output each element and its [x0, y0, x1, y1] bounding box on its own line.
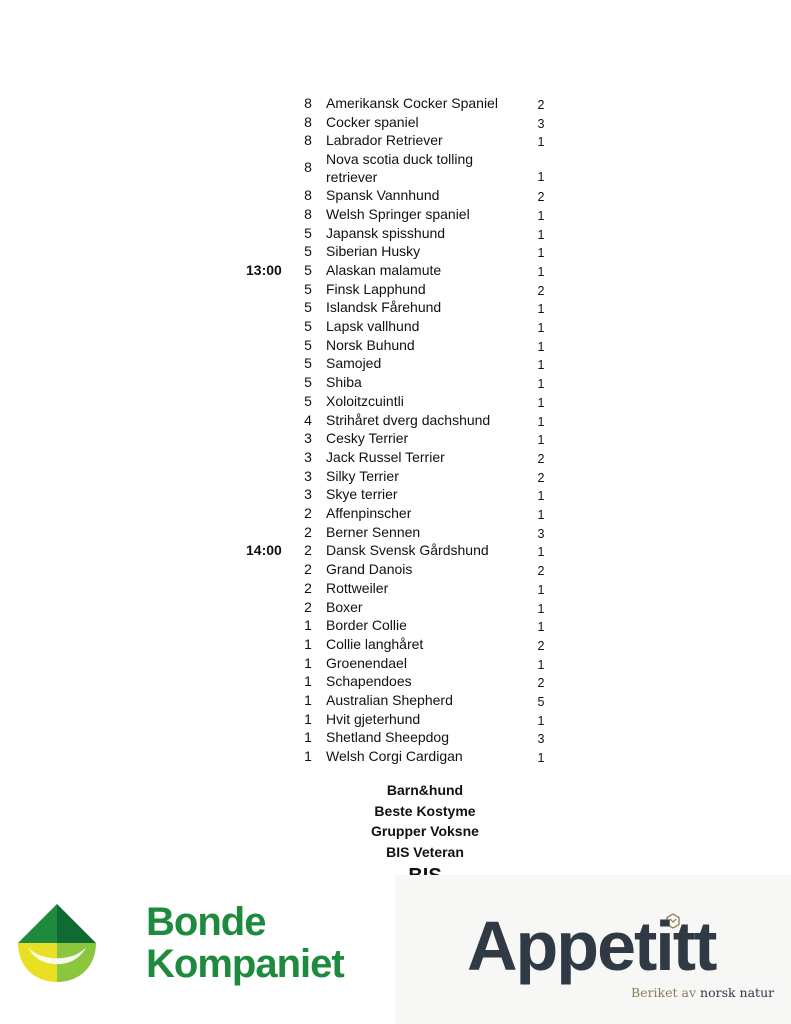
breed-name: Shetland Sheepdog — [326, 729, 449, 746]
breed-name: Hvit gjeterhund — [326, 710, 421, 727]
breed-name: Skye terrier — [326, 486, 398, 503]
entry-count: 1 — [537, 135, 545, 150]
entry-count: 1 — [537, 414, 545, 429]
group-number: 3 — [304, 467, 312, 484]
entry-count: 1 — [537, 246, 545, 261]
breed-name: Silky Terrier — [326, 467, 399, 484]
entry-count: 3 — [537, 526, 545, 541]
group-number: 8 — [304, 187, 312, 204]
schedule-row — [0, 94, 791, 113]
schedule-row — [0, 261, 791, 280]
schedule-row — [0, 205, 791, 224]
bonde-leaf-icon — [16, 902, 98, 984]
schedule-row — [0, 392, 791, 411]
schedule-row — [0, 411, 791, 430]
entry-count: 1 — [537, 170, 545, 185]
entry-count: 2 — [537, 98, 545, 112]
breed-name: Siberian Husky — [326, 243, 421, 260]
tagline-part-2: norsk natur — [700, 985, 775, 1000]
time-slot: 14:00 — [246, 542, 282, 559]
entry-count: 1 — [537, 208, 545, 223]
entry-count: 1 — [537, 489, 545, 504]
breed-name: Nova scotia duck tolling retriever — [326, 151, 474, 186]
award-item: Barn&hund — [386, 782, 464, 798]
schedule-row — [0, 541, 791, 560]
breed-name: Cocker spaniel — [326, 113, 419, 130]
entry-count: 2 — [537, 564, 545, 579]
schedule-row — [0, 635, 791, 654]
breed-name: Boxer — [326, 598, 363, 615]
award-item: BIS Veteran — [386, 843, 464, 860]
bonde-kompaniet-logo — [16, 900, 386, 990]
breed-name: Grand Danois — [326, 561, 413, 578]
entry-count: 1 — [537, 620, 545, 635]
group-number: 8 — [304, 113, 312, 130]
entry-count: 5 — [537, 695, 545, 709]
group-number: 1 — [304, 748, 312, 765]
group-number: 8 — [304, 159, 312, 176]
group-number: 4 — [304, 411, 312, 428]
group-number: 2 — [304, 579, 312, 596]
entry-count: 1 — [537, 713, 545, 728]
group-number: 2 — [304, 542, 312, 559]
schedule-row — [0, 224, 791, 243]
group-number: 3 — [304, 486, 312, 503]
breed-name: Collie langhåret — [326, 635, 424, 652]
schedule-row — [0, 523, 791, 542]
breed-name: Xoloitzcuintli — [326, 392, 404, 409]
entry-count: 1 — [537, 339, 545, 354]
breed-name: Schapendoes — [326, 673, 412, 690]
schedule-row — [0, 691, 791, 710]
breed-name: Cesky Terrier — [326, 430, 409, 447]
schedule-row — [0, 485, 791, 504]
group-number: 1 — [304, 635, 312, 652]
time-slot: 13:00 — [246, 261, 282, 278]
entry-count: 2 — [537, 676, 545, 691]
entry-count: 1 — [537, 433, 545, 448]
group-number: 1 — [304, 673, 312, 690]
schedule-row — [0, 354, 791, 373]
group-number: 5 — [304, 392, 312, 409]
entry-count: 1 — [537, 545, 545, 560]
award-item: Grupper Voksne — [371, 823, 479, 839]
entry-count: 1 — [537, 601, 545, 616]
breed-name: Alaskan malamute — [326, 261, 442, 278]
entry-count: 3 — [537, 732, 545, 747]
awards-list — [300, 780, 550, 890]
schedule-row — [0, 448, 791, 467]
schedule-row — [0, 373, 791, 392]
breed-name: Border Collie — [326, 617, 407, 634]
breed-name: Islandsk Fårehund — [326, 299, 442, 316]
group-number: 5 — [304, 355, 312, 372]
group-number: 2 — [304, 561, 312, 578]
schedule-row — [0, 467, 791, 486]
group-number: 8 — [304, 205, 312, 222]
entry-count: 2 — [537, 638, 545, 653]
entry-count: 1 — [537, 582, 545, 597]
schedule-row — [0, 242, 791, 261]
schedule-row — [0, 336, 791, 355]
group-number: 5 — [304, 336, 312, 353]
appetitt-tagline — [631, 985, 774, 1000]
group-number: 8 — [304, 95, 312, 111]
entry-count: 1 — [537, 358, 545, 373]
schedule-row — [0, 298, 791, 317]
schedule-row — [0, 150, 791, 186]
breed-name: Groenendael — [326, 654, 407, 671]
group-number: 3 — [304, 448, 312, 465]
schedule-row — [0, 504, 791, 523]
schedule-row — [0, 429, 791, 448]
group-number: 1 — [304, 729, 312, 746]
breed-name: Japansk spisshund — [326, 224, 446, 241]
group-number: 5 — [304, 261, 312, 278]
breed-name: Norsk Buhund — [326, 336, 415, 353]
group-number: 1 — [304, 617, 312, 634]
schedule-row — [0, 317, 791, 336]
entry-count: 1 — [537, 395, 545, 410]
breed-name: Spansk Vannhund — [326, 187, 440, 204]
bonde-logo-line1: Bonde — [146, 900, 266, 944]
breed-name: Welsh Springer spaniel — [326, 205, 470, 222]
breed-name: Amerikansk Cocker Spaniel — [326, 95, 498, 111]
appetitt-wordmark: Appetitt — [467, 907, 716, 985]
group-number: 3 — [304, 430, 312, 447]
breed-name: Dansk Svensk Gårdshund — [326, 542, 489, 559]
breed-name: Jack Russel Terrier — [326, 448, 445, 465]
appetitt-logo — [395, 875, 791, 1024]
schedule-row — [0, 186, 791, 205]
breed-name: Affenpinscher — [326, 505, 412, 521]
tagline-part-1: Beriket av — [631, 985, 697, 1000]
entry-count: 1 — [537, 264, 545, 279]
schedule-row — [0, 131, 791, 150]
schedule-row — [0, 598, 791, 617]
schedule-row — [0, 672, 791, 691]
group-number: 1 — [304, 654, 312, 671]
schedule-row — [0, 560, 791, 579]
bonde-logo-line2: Kompaniet — [146, 942, 344, 986]
group-number: 2 — [304, 523, 312, 540]
schedule-row — [0, 113, 791, 132]
entry-count: 1 — [537, 227, 545, 242]
entry-count: 2 — [537, 190, 545, 205]
group-number: 5 — [304, 318, 312, 334]
group-number: 2 — [304, 505, 312, 521]
group-number: 2 — [304, 598, 312, 615]
entry-count: 1 — [537, 302, 545, 317]
group-number: 5 — [304, 243, 312, 260]
schedule-row — [0, 728, 791, 747]
breed-name: Rottweiler — [326, 579, 389, 596]
entry-count: 1 — [537, 377, 545, 392]
entry-count: 3 — [537, 116, 545, 131]
group-number: 5 — [304, 374, 312, 391]
group-number: 5 — [304, 224, 312, 241]
breed-name: Shiba — [326, 374, 362, 391]
schedule-row — [0, 616, 791, 635]
breed-name: Lapsk vallhund — [326, 318, 420, 334]
breed-name: Finsk Lapphund — [326, 280, 426, 297]
group-number: 1 — [304, 692, 312, 708]
entry-count: 2 — [537, 470, 545, 485]
breed-name: Australian Shepherd — [326, 692, 453, 708]
schedule-row — [0, 747, 791, 766]
entry-count: 1 — [537, 508, 545, 522]
breed-name: Berner Sennen — [326, 523, 421, 540]
entry-count: 1 — [537, 657, 545, 672]
group-number: 1 — [304, 710, 312, 727]
breed-name: Labrador Retriever — [326, 132, 443, 149]
breed-name: Strihåret dverg dachshund — [326, 411, 491, 428]
group-number: 5 — [304, 299, 312, 316]
entry-count: 2 — [537, 283, 545, 298]
entry-count: 1 — [537, 321, 545, 335]
award-item: Beste Kostyme — [374, 802, 476, 819]
schedule-row — [0, 710, 791, 729]
entry-count: 1 — [537, 751, 545, 766]
schedule-row — [0, 654, 791, 673]
entry-count: 2 — [537, 451, 545, 466]
breed-name: Samojed — [326, 355, 382, 372]
schedule-row — [0, 280, 791, 299]
group-number: 5 — [304, 280, 312, 297]
schedule-row — [0, 579, 791, 598]
group-number: 8 — [304, 132, 312, 149]
breed-name: Welsh Corgi Cardigan — [326, 748, 463, 765]
